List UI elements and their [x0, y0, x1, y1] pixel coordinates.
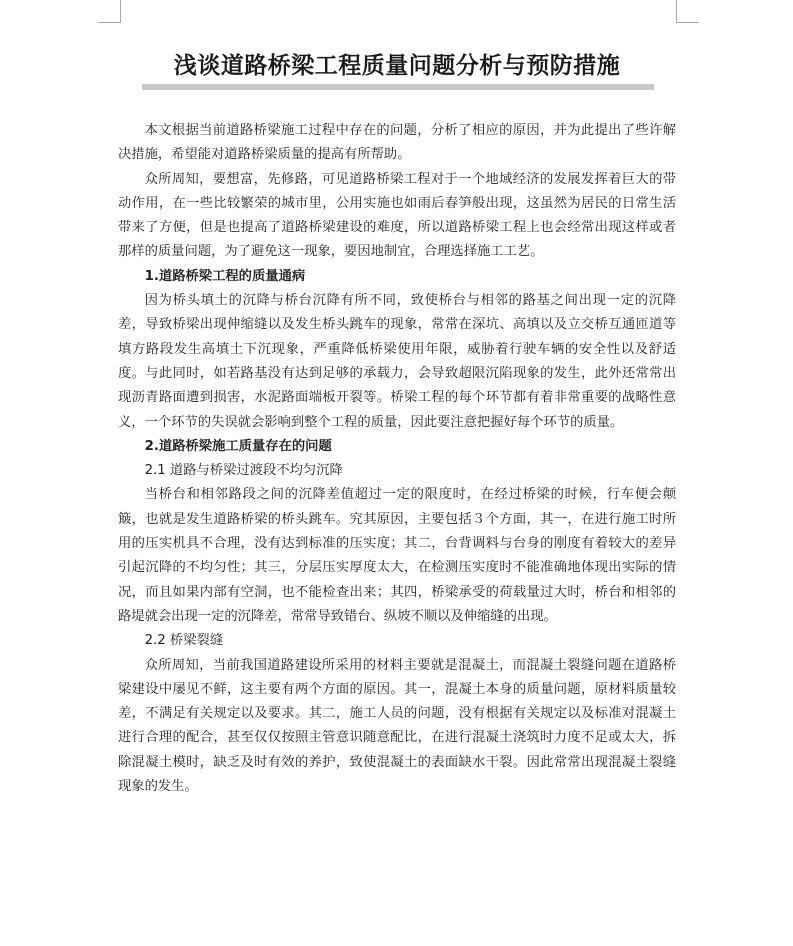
document-title: 浅谈道路桥梁工程质量问题分析与预防措施	[173, 52, 621, 79]
section-heading-2: 2.道路桥梁施工质量存在的问题	[144, 438, 332, 454]
paragraph-section-2-2: 众所周知，当前我国道路建设所采用的材料主要就是混凝土，而混凝土裂缝问题在道路桥梁建设中屡见不鲜，这主要有两个方面的原因。其一，混凝土本身的质量问题，原材料质量较差，不满足有关规定以及要求。其二，施工人员的问题，没有根据有关规定以及标准对混凝土进行合理的配合，甚至仅仅按照主管意识随意配比，在进行混凝土浇筑时力度不足或太大，拆除混凝土模时，缺乏及时有效的养护，致使混凝土的表面缺水干裂。因此常常出现混凝土裂缝现象的发生。	[118, 657, 676, 795]
paragraph-section-1: 因为桥头填土的沉降与桥台沉降有所不同，致使桥台与相邻的路基之间出现一定的沉降差，导致桥梁出现伸缩缝以及发生桥头跳车的现象，常常在深坑、高填以及立交桥互通匝道等填方路段发生高填土下沉现象，严重降低桥梁使用年限，威胁着行驶车辆的安全性以及舒适度。与此同时，如若路基没有达到足够的承载力，会导致超限沉陷现象的发生，此外还常常出现沥青路面遭到损害，水泥路面端板开裂等。桥梁工程的每个环节都有着非常重要的战略性意义，一个环节的失误就会影响到整个工程的质量，因此要注意把握好每个环节的质量。	[118, 293, 676, 430]
crop-mark-top-left	[98, 0, 121, 23]
paragraph-abstract: 本文根据当前道路桥梁施工过程中存在的问题，分析了相应的原因，并为此提出了些许解决措施，希望能对道路桥梁质量的提高有所帮助。	[118, 123, 676, 163]
subsection-heading-2-2: 2.2 桥梁裂缝	[144, 633, 224, 649]
title-underline	[142, 84, 654, 90]
paragraph-intro: 众所周知，要想富，先修路，可见道路桥梁工程对于一个地域经济的发展发挥着巨大的带动作用，在一些比较繁荣的城市里，公用实施也如雨后春笋般出现，这虽然为居民的日常生活带来了方便，但是也提高了道路桥梁建设的难度，所以道路桥梁工程上也会经常出现这样或者那样的质量问题，为了避免这一现象，要因地制宜，合理选择施工工艺。	[118, 171, 676, 260]
section-heading-1: 1.道路桥梁工程的质量通病	[144, 268, 306, 284]
paragraph-section-2-1: 当桥台和相邻路段之间的沉降差值超过一定的限度时，在经过桥梁的时候，行车便会颠簸，也就是发生道路桥梁的桥头跳车。究其原因，主要包括３个方面，其一，在进行施工时所用的压实机具不合理，没有达到标准的压实度；其二，台背调料与台身的刚度有着较大的差异引起沉降的不均匀性；其三，分层压实厚度太大，在检测压实度时不能准确地体现出实际的情况，而且如果内部有空洞，也不能检查出来；其四，桥梁承受的荷载量过大时，桥台和相邻的路堤就会出现一定的沉降差，常常导致错台、纵坡不顺以及伸缩缝的出现。	[118, 487, 676, 624]
subsection-heading-2-1: 2.1 道路与桥梁过渡段不均匀沉降	[144, 463, 343, 479]
document-body	[118, 119, 676, 799]
crop-mark-top-right	[676, 0, 699, 23]
